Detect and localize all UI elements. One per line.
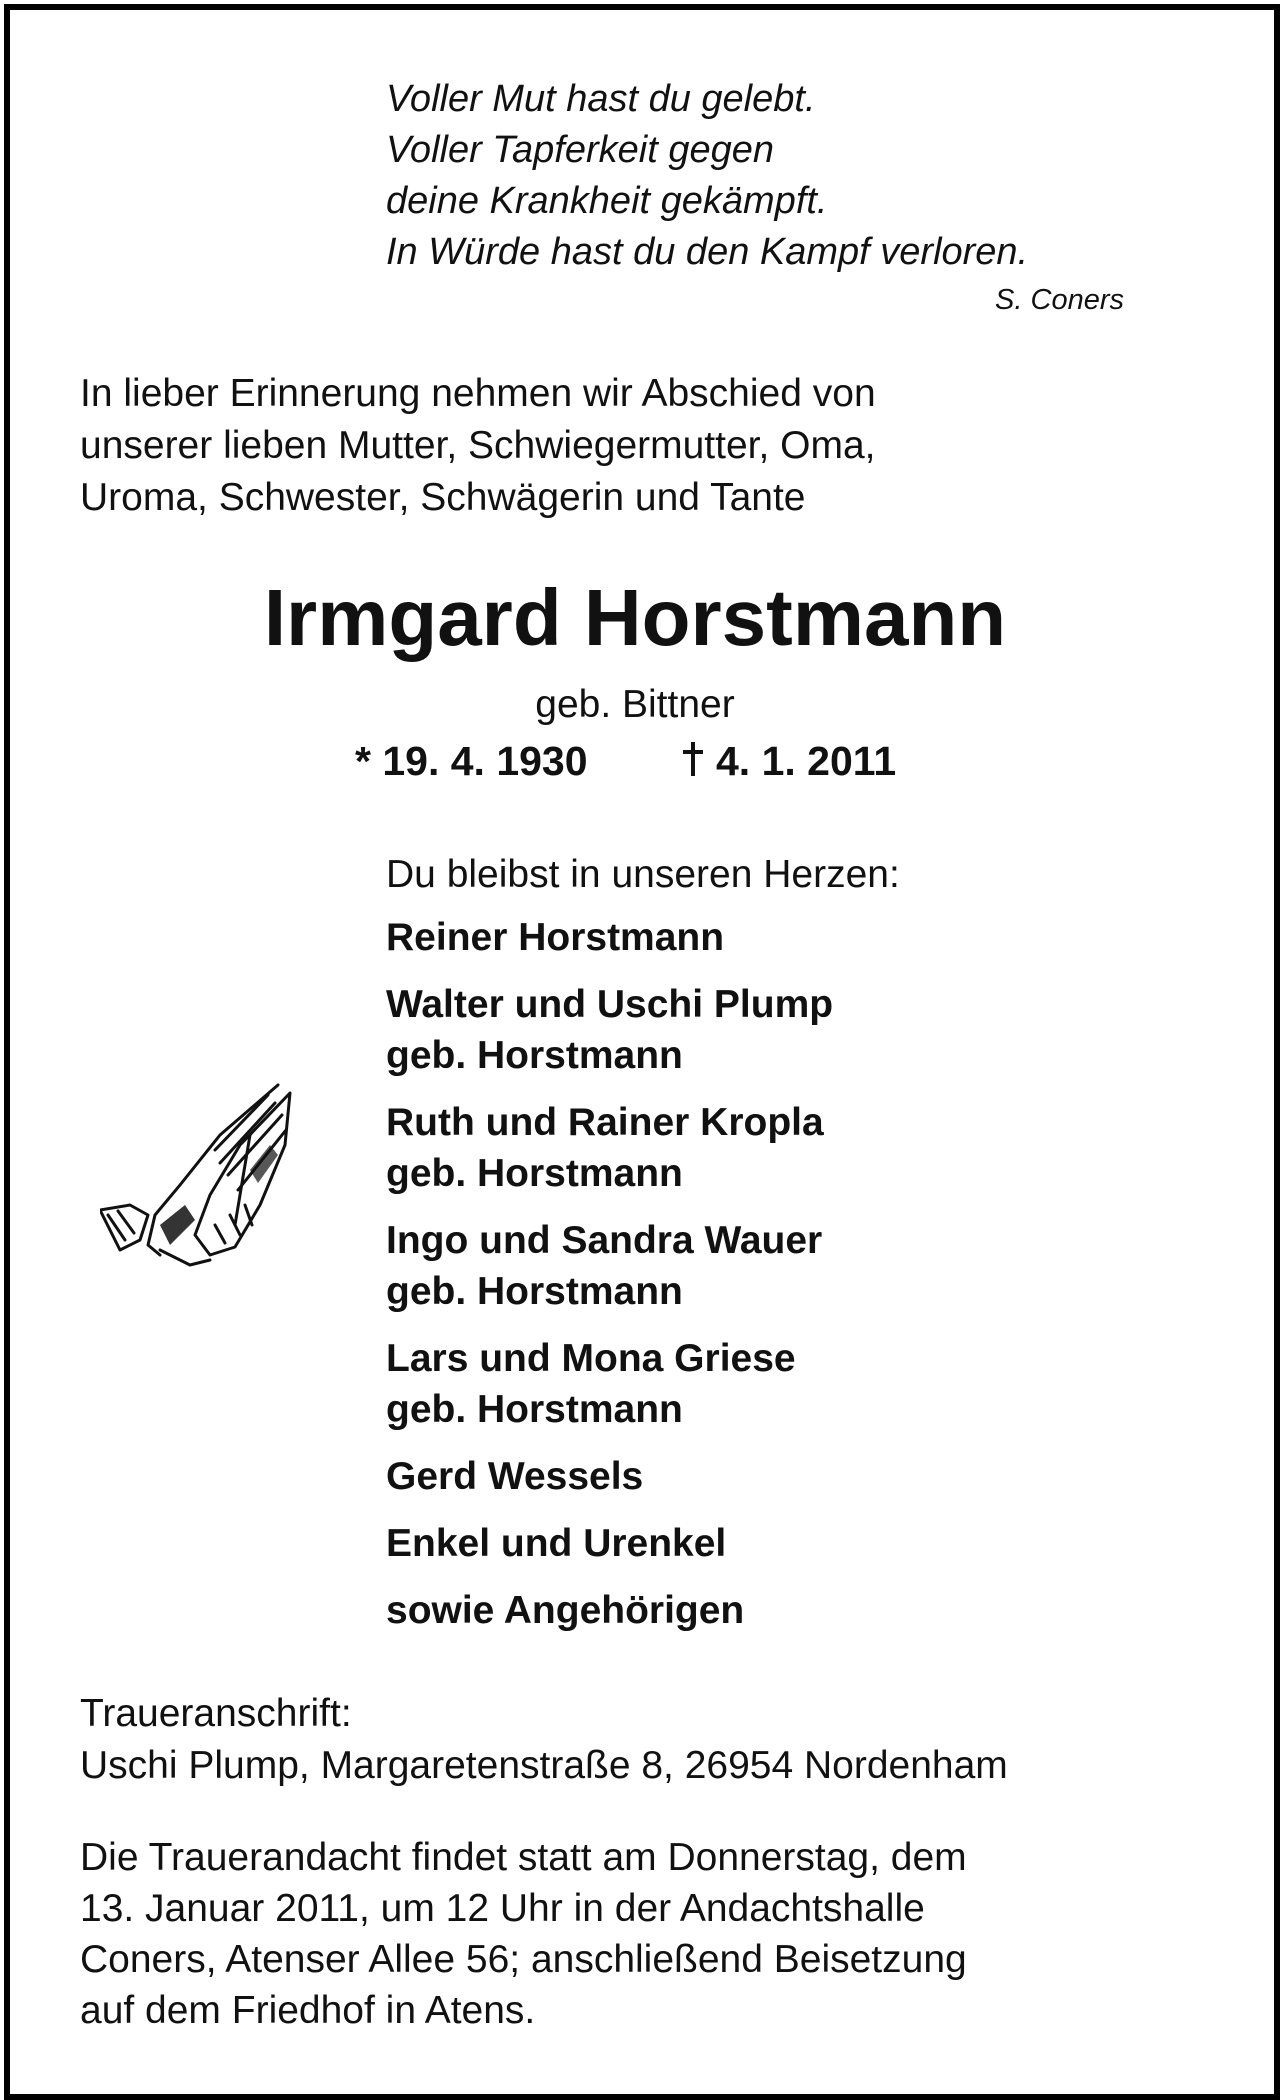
mourner-birth-name: geb. Horstmann — [386, 1388, 683, 1431]
poem-line: Voller Tapferkeit gegen — [386, 129, 774, 171]
service-line: Coners, Atenser Allee 56; anschließend Beisetzung — [80, 1938, 967, 1981]
mourners-intro: Du bleibst in unseren Herzen: — [386, 853, 900, 896]
mourner-entry — [386, 979, 833, 1081]
mourner-entry — [386, 1585, 833, 1636]
mourners-list — [386, 912, 833, 1652]
mourner-entry — [386, 1333, 833, 1435]
poem-line: deine Krankheit gekämpft. — [386, 180, 828, 222]
mourner-entry — [386, 1215, 833, 1317]
mourner-name: Enkel und Urenkel — [386, 1522, 727, 1565]
poem-line: Voller Mut hast du gelebt. — [386, 78, 816, 120]
mourner-entry — [386, 1518, 833, 1569]
cross-icon — [680, 741, 706, 777]
deceased-name: Irmgard Horstmann — [263, 573, 1007, 662]
mourner-entry — [386, 912, 833, 963]
mourner-entry — [386, 1451, 833, 1502]
mourner-name: sowie Angehörigen — [386, 1589, 745, 1632]
intro-line: unserer lieben Mutter, Schwiegermutter, Oma, — [80, 424, 876, 467]
mourner-name: Walter und Uschi Plump — [386, 983, 834, 1026]
mourner-name: Lars und Mona Griese — [386, 1337, 796, 1380]
mourning-address — [80, 1688, 1008, 1792]
intro-line: Uroma, Schwester, Schwägerin und Tante — [80, 476, 806, 519]
birth-name: geb. Bittner — [535, 683, 735, 726]
death-date: 4. 1. 2011 — [716, 738, 897, 784]
service-line: Die Trauerandacht findet statt am Donnerstag, dem — [80, 1836, 967, 1879]
praying-hands-icon — [100, 1075, 300, 1275]
service-line: 13. Januar 2011, um 12 Uhr in der Andachtshalle — [80, 1887, 925, 1930]
poem-line: In Würde hast du den Kampf verloren. — [386, 231, 1029, 273]
mourner-birth-name: geb. Horstmann — [386, 1034, 683, 1077]
mourner-birth-name: geb. Horstmann — [386, 1152, 683, 1195]
poem-author: S. Coners — [995, 284, 1124, 316]
mourner-entry — [386, 1097, 833, 1199]
birth-date: * 19. 4. 1930 — [355, 738, 588, 784]
mourner-birth-name: geb. Horstmann — [386, 1270, 683, 1313]
intro-line: In lieber Erinnerung nehmen wir Abschied von — [80, 372, 876, 415]
mourner-name: Gerd Wessels — [386, 1455, 644, 1498]
death-date-group — [680, 738, 896, 785]
poem — [386, 74, 1028, 278]
address-label: Traueranschrift: — [80, 1692, 352, 1735]
mourner-name: Ruth und Rainer Kropla — [386, 1101, 824, 1144]
service-notice — [80, 1832, 967, 2036]
life-dates — [355, 738, 897, 785]
mourner-name: Ingo und Sandra Wauer — [386, 1219, 823, 1262]
service-line: auf dem Friedhof in Atens. — [80, 1989, 536, 2032]
address-value: Uschi Plump, Margaretenstraße 8, 26954 Nordenham — [80, 1744, 1008, 1787]
intro-text — [80, 368, 876, 524]
mourner-name: Reiner Horstmann — [386, 916, 725, 959]
